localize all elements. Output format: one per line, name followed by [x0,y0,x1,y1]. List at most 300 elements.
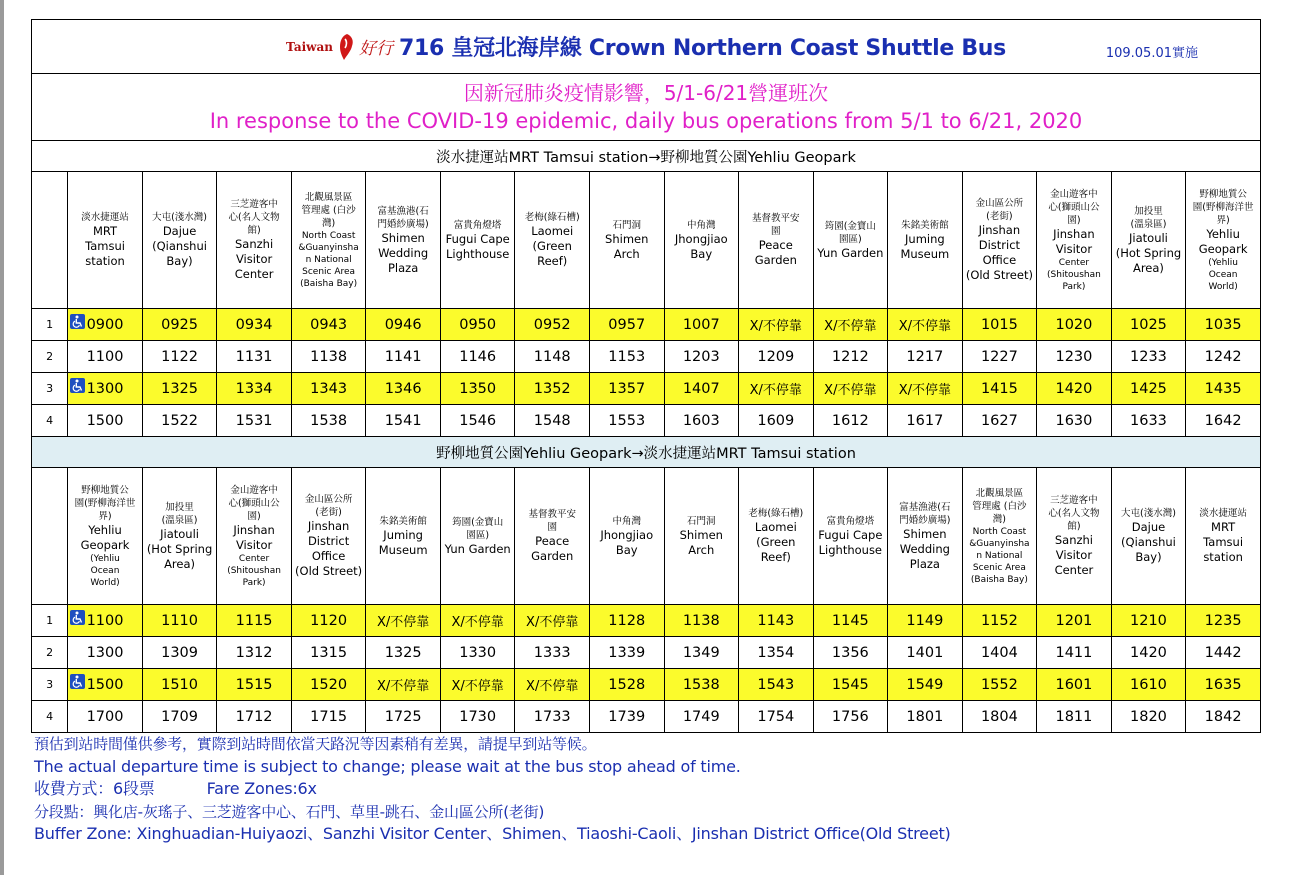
time-cell: X/不停靠 [888,309,963,341]
time-cell: 1007 [664,309,739,341]
time-cell: 1149 [888,605,963,637]
stop-name-line: (老街) [986,211,1013,222]
stop-name-line: Jhongjiao [600,527,654,542]
time-cell: X/不停靠 [813,309,888,341]
time-cell: 1201 [1037,605,1112,637]
stop-header [440,468,515,605]
timetable-sheet [31,19,1261,846]
time-cell: 1148 [515,341,590,373]
time-cell: 1739 [589,701,664,733]
note-estimate-zh: 預估到站時間僅供參考，實際到站時間依當天路況等因素稍有差異，請提早到站等候。 [34,735,597,753]
stop-header [888,172,963,309]
fare-zh: 收費方式：6段票 [34,779,155,798]
time-cell: 1709 [142,701,217,733]
stop-name-line: Shimen [679,527,723,542]
time-cell: 1128 [589,605,664,637]
stop-name-line: 門婚紗廣場) [377,218,429,230]
time-cell: 1522 [142,405,217,437]
stop-header [664,468,739,605]
stop-name-line: (Baisha Bay) [970,574,1028,585]
time-cell: X/不停靠 [366,605,441,637]
stop-name-line: 石門洞 [612,219,641,231]
time-cell: 1242 [1186,341,1261,373]
stop-name-line: Jiatouli [1129,230,1168,245]
stop-name-line: Geopark [1198,241,1248,256]
stop-name-line: 館) [1067,521,1081,532]
time-cell: 1552 [962,669,1037,701]
stop-name-line: Dajue [162,224,197,238]
time-cell: 1212 [813,341,888,373]
row-index: 2 [32,341,68,373]
stop-name-line: (Green [532,239,572,253]
time-cell: 1350 [440,373,515,405]
time-cell: 1343 [291,373,366,405]
time-cell: 1235 [1186,605,1261,637]
notes [31,733,1261,846]
stop-name-line: 灣) [992,513,1006,525]
stop-name-line: Arch [613,246,640,261]
stop-header [291,172,366,309]
time-cell: 1425 [1111,373,1186,405]
time-cell: 1015 [962,309,1037,341]
time-cell: X/不停靠 [440,669,515,701]
table-row [32,669,1261,701]
outbound-route-title: 淡水捷運站MRT Tamsui station→野柳地質公園Yehliu Geopark [32,141,1261,172]
stop-name-line: Museum [378,542,428,557]
logo-script: 好行 [358,39,393,59]
stop-name-line: Peace [535,534,570,548]
time-cell: 1333 [515,637,590,669]
time-cell: 1325 [366,637,441,669]
stop-name-line: Office [982,253,1017,267]
stop-name-line: (Hot Spring [146,541,213,556]
stop-name-line: Lighthouse [445,246,510,261]
stop-name-line: 中角灣 [687,219,716,231]
stop-name-line: 園 [771,226,781,237]
stop-name-line: 園(野柳海洋世 [74,497,136,509]
stop-name-line: (Green [756,535,796,549]
stop-header [962,468,1037,605]
time-cell: X/不停靠 [515,669,590,701]
time-cell: 1349 [664,637,739,669]
table-row [32,341,1261,373]
timetable [31,19,1261,733]
time-cell: 1630 [1037,405,1112,437]
time-cell: 1131 [217,341,292,373]
stop-name-line: (Yehliu [1208,257,1238,268]
stop-name-line: 野柳地質公 [81,484,129,496]
stop-name-line: 富基漁港(石 [377,205,429,217]
stop-name-line: Laomei [531,224,574,238]
stop-name-line: 北觀風景區 [304,191,353,203]
departure-time-cell [68,309,143,341]
stop-name-line: Fugui Cape [818,527,883,542]
stop-header [366,468,441,605]
stop-name-line: Visitor [1055,548,1093,562]
time-cell: 1346 [366,373,441,405]
time-cell: 1715 [291,701,366,733]
stop-name-line: Jinshan [307,519,350,533]
time-cell: 1541 [366,405,441,437]
departure-time-cell [68,605,143,637]
stop-name-line: 園 [547,522,557,533]
departure-time-cell [68,637,143,669]
time-cell: 1635 [1186,669,1261,701]
time-cell: 1138 [291,341,366,373]
time-value: 1100 [86,612,124,629]
stop-header [68,172,143,309]
stop-header [589,468,664,605]
stop-name-line: 老梅(綠石槽) [748,508,804,519]
time-cell: 1203 [664,341,739,373]
time-cell: 1209 [739,341,814,373]
stop-name-line: &Guanyinsha [298,242,359,253]
stop-header [1111,468,1186,605]
stop-name-line: Shimen [903,526,947,541]
stop-name-line: Park) [1062,281,1086,292]
time-cell: 1407 [664,373,739,405]
time-cell: 1725 [366,701,441,733]
stop-name-line: Tamsui [85,239,125,253]
stop-name-line: 金山遊客中 [1050,188,1098,200]
stop-name-line: 基督教平安 [528,509,576,520]
stop-name-line: Plaza [388,260,419,275]
logo-text: Taiwan [286,39,333,54]
time-cell: 1153 [589,341,664,373]
time-cell: 1545 [813,669,888,701]
title-row [32,20,1261,74]
time-cell: 1356 [813,637,888,669]
stop-name-line: Park) [242,577,266,588]
stop-name-line: 野柳地質公 [1199,188,1247,200]
time-value: 1100 [86,348,124,365]
stop-name-line: (Baisha Bay) [300,278,358,289]
stop-name-line: Jhongjiao [674,231,728,246]
stop-name-line: 心(獅頭山公 [1048,201,1100,213]
stop-header [366,172,441,309]
time-cell: 1227 [962,341,1037,373]
time-cell: 1801 [888,701,963,733]
stop-name-line: 大屯(淺水灣) [1120,508,1176,519]
stop-name-line: 淡水捷運站 [81,212,129,223]
time-cell: 0952 [515,309,590,341]
departure-time-cell [68,701,143,733]
stop-name-line: Sanzhi [235,237,274,251]
time-cell: 1415 [962,373,1037,405]
time-cell: 1334 [217,373,292,405]
note-estimate-en: The actual departure time is subject to change; please wait at the bus stop ahead of time. [34,756,741,776]
time-cell: 1538 [291,405,366,437]
time-value: 1500 [86,676,124,693]
stop-name-line: Jiatouli [160,526,199,541]
time-cell: 1528 [589,669,664,701]
stop-name-line: Wedding [899,541,950,556]
stop-name-line: station [1203,550,1243,564]
stop-name-line: 富基漁港(石 [899,501,951,513]
time-cell: 1145 [813,605,888,637]
stop-header [142,172,217,309]
stop-name-line: (Qianshui [152,239,207,253]
stop-header [739,468,814,605]
stop-name-line: 灣) [322,217,336,229]
stop-name-line: (Yehliu [90,553,120,564]
stop-name-line: 加投里 [165,501,194,513]
stop-name-line: 管理處 (白沙 [301,204,356,216]
stop-name-line: (Old Street) [965,268,1033,282]
departure-time-cell [68,341,143,373]
stop-name-line: (老街) [315,507,342,518]
implementation-date: 109.05.01實施 [1105,46,1198,61]
time-cell: 1233 [1111,341,1186,373]
row-index: 2 [32,637,68,669]
time-cell: 1352 [515,373,590,405]
time-cell: 1315 [291,637,366,669]
stop-name-line: 朱銘美術館 [901,219,949,231]
time-value: 1500 [86,412,124,429]
table-row [32,701,1261,733]
time-cell: 1312 [217,637,292,669]
time-cell: 1122 [142,341,217,373]
time-cell: 0950 [440,309,515,341]
stop-header [888,468,963,605]
stop-name-line: 界) [1216,214,1230,226]
row-index: 3 [32,669,68,701]
stop-header [1186,468,1261,605]
stop-name-line: 園) [1067,214,1081,226]
time-cell: 1553 [589,405,664,437]
stop-header [589,172,664,309]
time-cell: X/不停靠 [813,373,888,405]
time-cell: 1603 [664,405,739,437]
time-cell: 1538 [664,669,739,701]
stop-name-line: 園) [247,510,261,522]
stop-name-line: Shimen [381,230,425,245]
wheelchair-icon [70,674,85,689]
time-cell: 1411 [1037,637,1112,669]
notice-zh: 因新冠肺炎疫情影響，5/1-6/21營運班次 [463,81,829,105]
stop-name-line: World) [1208,281,1238,292]
time-cell: 0925 [142,309,217,341]
stop-name-line: Bay) [166,254,193,268]
time-cell: 1143 [739,605,814,637]
stop-name-line: Scenic Area [302,266,356,277]
time-cell: 1442 [1186,637,1261,669]
stop-name-line: 金山區公所 [975,198,1024,209]
time-cell: 1609 [739,405,814,437]
time-cell: 1756 [813,701,888,733]
stop-name-line: (Hot Spring [1115,245,1182,260]
time-cell: X/不停靠 [366,669,441,701]
stop-name-line: Wedding [378,245,429,260]
stop-name-line: 加投里 [1134,205,1163,217]
wheelchair-icon [70,610,85,625]
time-cell: 1309 [142,637,217,669]
stop-name-line: Lighthouse [818,542,883,557]
time-cell: 1146 [440,341,515,373]
time-value: 1700 [86,708,124,725]
stop-name-line: 淡水捷運站 [1199,508,1247,519]
time-cell: 1152 [962,605,1037,637]
time-cell: 1612 [813,405,888,437]
stop-name-line: Visitor [235,252,273,266]
stop-name-line: (Shitoushan [1047,269,1101,280]
stop-header [813,468,888,605]
stop-name-line: (Qianshui [1121,535,1176,549]
stop-name-line: Reef) [537,254,568,268]
stop-name-line: 心(名人文物 [228,212,280,223]
time-cell: 1120 [291,605,366,637]
time-cell: 1115 [217,605,292,637]
time-cell: 1543 [739,669,814,701]
stop-name-line: station [85,254,125,268]
time-cell: 1401 [888,637,963,669]
stop-name-line: 心(名人文物 [1048,508,1100,519]
time-cell: X/不停靠 [739,373,814,405]
time-cell: 1811 [1037,701,1112,733]
stop-name-line: Peace [758,238,793,252]
stop-name-line: MRT [1211,520,1236,534]
taiwan-island-icon [335,33,357,61]
time-cell: 1730 [440,701,515,733]
stop-header [962,172,1037,309]
stop-name-line: 筠園(金寶山 [452,516,504,528]
stop-name-line: n National [305,254,352,265]
stop-name-line: Yun Garden [444,541,511,556]
time-cell: 1420 [1111,637,1186,669]
time-cell: X/不停靠 [515,605,590,637]
time-cell: X/不停靠 [440,605,515,637]
note-buffer-zh: 分段點：興化店-灰瑤子、三芝遊客中心、石門、草里-跳石、金山區公所(老街) [34,802,545,821]
stop-name-line: 金山遊客中 [230,484,278,496]
row-index: 1 [32,309,68,341]
stop-name-line: Center [1054,563,1094,577]
time-cell: 1020 [1037,309,1112,341]
time-cell: 1531 [217,405,292,437]
departure-time-cell [68,669,143,701]
stop-header [739,172,814,309]
stop-name-line: District [307,534,350,548]
stop-name-line: Bay) [1135,550,1162,564]
covid-notice [32,74,1261,141]
stop-header [440,172,515,309]
outbound-stop-header-row [32,172,1261,309]
stop-header [291,468,366,605]
stop-name-line: World) [90,577,120,588]
time-cell: 1601 [1037,669,1112,701]
time-cell: 1549 [888,669,963,701]
stop-name-line: Dajue [1131,520,1166,534]
wheelchair-icon [70,378,85,393]
time-cell: 1138 [664,605,739,637]
time-cell: 1842 [1186,701,1261,733]
time-cell: 1754 [739,701,814,733]
stop-name-line: Center [238,553,270,564]
stop-name-line: Yun Garden [817,245,884,260]
stop-name-line: 富貴角燈塔 [826,515,875,527]
time-cell: 1510 [142,669,217,701]
stop-name-line: Ocean [1208,269,1238,280]
stop-name-line: Tamsui [1203,535,1244,549]
departure-time-cell [68,373,143,405]
time-cell: 1627 [962,405,1037,437]
stop-name-line: Area) [1132,260,1164,275]
time-cell: 1404 [962,637,1037,669]
row-index: 4 [32,405,68,437]
stop-name-line: Bay [615,542,638,557]
stop-name-line: 三芝遊客中 [1050,495,1098,506]
inbound-stop-header-row [32,468,1261,605]
time-cell: 1230 [1037,341,1112,373]
stop-name-line: Yehliu [88,522,122,537]
stop-name-line: (溫泉區) [161,514,198,526]
stop-name-line: 中角灣 [612,515,641,527]
stop-name-line: MRT [92,224,118,238]
time-cell: 1141 [366,341,441,373]
stop-name-line: 館) [247,225,261,236]
time-cell: 1520 [291,669,366,701]
stop-name-line: Sanzhi [1054,533,1093,547]
note-buffer-en: Buffer Zone: Xinghuadian-Huiyaozi、Sanzhi Visitor Center、Shimen、Tiaoshi-Caoli、Jinshan District Office(Old Street) [34,824,951,843]
stop-name-line: n National [976,550,1023,561]
stop-name-line: Plaza [909,556,940,571]
stop-header [217,172,292,309]
stop-name-line: Fugui Cape [445,231,510,246]
time-cell: 1633 [1111,405,1186,437]
time-cell: 1617 [888,405,963,437]
stop-name-line: North Coast [972,526,1027,537]
stop-name-line: Reef) [760,550,791,564]
time-cell: 1025 [1111,309,1186,341]
header-index-cell [32,172,68,309]
stop-name-line: Yehliu [1206,226,1240,241]
time-cell: 1325 [142,373,217,405]
stop-name-line: 三芝遊客中 [230,199,278,210]
time-cell: 0943 [291,309,366,341]
stop-name-line: Garden [531,549,574,563]
stop-name-line: &Guanyinsha [969,538,1030,549]
time-cell: 1642 [1186,405,1261,437]
time-cell: 1548 [515,405,590,437]
time-cell: 1420 [1037,373,1112,405]
stop-name-line: Visitor [1055,241,1093,256]
stop-name-line: Shimen [605,231,649,246]
stop-name-line: 界) [98,510,112,522]
time-cell: 1035 [1186,309,1261,341]
table-row [32,373,1261,405]
stop-name-line: Visitor [235,537,273,552]
stop-name-line: Juming [905,231,945,246]
time-cell: 1217 [888,341,963,373]
stop-name-line: Juming [383,527,423,542]
time-cell: 0957 [589,309,664,341]
time-cell: X/不停靠 [739,309,814,341]
stop-name-line: Jinshan [1053,226,1095,241]
stop-name-line: Area) [164,556,196,571]
stop-name-line: 大屯(淺水灣) [152,212,207,223]
stop-name-line: 基督教平安 [752,213,800,224]
stop-name-line: 筠園(金寶山 [824,220,876,232]
table-row [32,309,1261,341]
time-cell: 1749 [664,701,739,733]
time-cell: 1435 [1186,373,1261,405]
time-cell: 1733 [515,701,590,733]
stop-name-line: 石門洞 [687,515,716,527]
stop-header [515,468,590,605]
time-cell: 1210 [1111,605,1186,637]
taiwan-logo [286,33,393,61]
time-cell: 1515 [217,669,292,701]
row-index: 3 [32,373,68,405]
